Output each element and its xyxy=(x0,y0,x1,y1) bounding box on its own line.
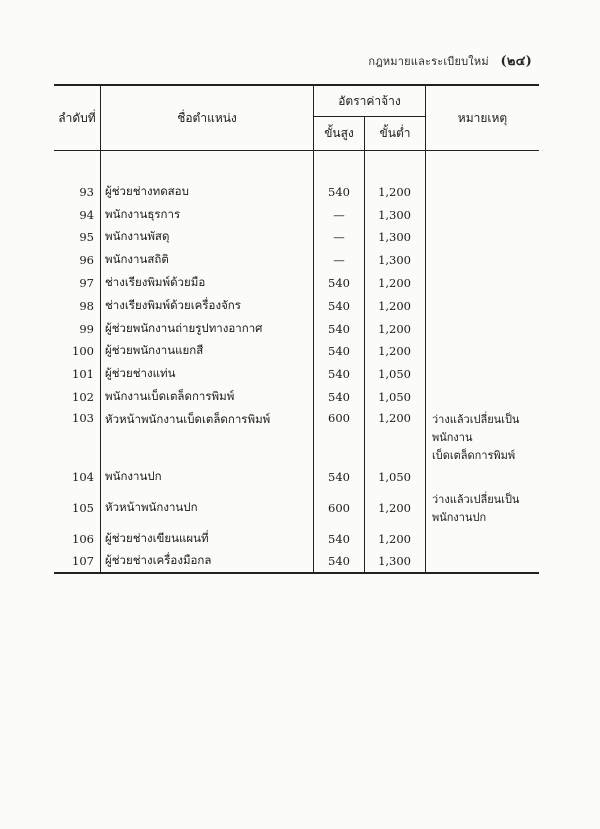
row-rate-low: 1,200 xyxy=(365,181,426,204)
row-rate-low: 1,300 xyxy=(365,226,426,249)
row-rate-high: 540 xyxy=(314,550,365,573)
row-position: ช่างเรียงพิมพ์ด้วยมือ xyxy=(101,272,314,295)
row-rate-high: — xyxy=(314,203,365,226)
row-number: 94 xyxy=(54,203,101,226)
table-row xyxy=(54,226,539,249)
table-spacer-row xyxy=(54,151,539,181)
row-rate-high: 600 xyxy=(314,488,365,527)
row-rate-low: 1,300 xyxy=(365,550,426,573)
row-remark xyxy=(426,272,540,295)
row-position: ผู้ช่วยพนักงานถ่ายรูปทางอากาศ xyxy=(101,317,314,340)
table-row xyxy=(54,181,539,204)
row-rate-low: 1,200 xyxy=(365,294,426,317)
row-rate-high: — xyxy=(314,226,365,249)
row-number: 104 xyxy=(54,465,101,488)
row-rate-low: 1,200 xyxy=(365,527,426,550)
row-rate-high: 540 xyxy=(314,363,365,386)
row-rate-high: 540 xyxy=(314,317,365,340)
header-rate-high: ขั้นสูง xyxy=(314,117,365,151)
row-number: 99 xyxy=(54,317,101,340)
row-rate-high: 540 xyxy=(314,527,365,550)
table-row xyxy=(54,408,539,465)
table-row xyxy=(54,363,539,386)
row-position: ช่างเรียงพิมพ์ด้วยเครื่องจักร xyxy=(101,294,314,317)
table-body xyxy=(54,151,539,573)
table-row xyxy=(54,317,539,340)
row-remark xyxy=(426,226,540,249)
row-number: 100 xyxy=(54,340,101,363)
table-row xyxy=(54,550,539,573)
row-rate-high: 540 xyxy=(314,181,365,204)
row-remark xyxy=(426,386,540,409)
wage-rate-table xyxy=(54,84,539,574)
table-row xyxy=(54,294,539,317)
row-remark xyxy=(426,317,540,340)
row-rate-high: 540 xyxy=(314,272,365,295)
row-position: พนักงานสถิติ xyxy=(101,249,314,272)
row-remark xyxy=(426,550,540,573)
header-rate: อัตราค่าจ้าง xyxy=(314,85,426,117)
row-number: 96 xyxy=(54,249,101,272)
row-rate-low: 1,200 xyxy=(365,488,426,527)
table-row xyxy=(54,527,539,550)
page-number: (๒๔) xyxy=(500,54,532,69)
row-number: 98 xyxy=(54,294,101,317)
row-remark: ว่างแล้วเปลี่ยนเป็นพนักงาน เบ็ดเตล็ดการพิมพ์ xyxy=(432,413,520,463)
row-remark xyxy=(426,465,540,488)
row-rate-low: 1,200 xyxy=(365,340,426,363)
row-remark xyxy=(426,527,540,550)
row-number: 107 xyxy=(54,550,101,573)
row-remark: ว่างแล้วเปลี่ยนเป็นพนักงานปก xyxy=(432,493,520,525)
row-number: 101 xyxy=(54,363,101,386)
header-remark: หมายเหตุ xyxy=(426,85,540,151)
row-position: ผู้ช่วยพนักงานแยกสี xyxy=(101,340,314,363)
table-row xyxy=(54,488,539,527)
table-row xyxy=(54,249,539,272)
table-row xyxy=(54,465,539,488)
row-rate-low: 1,050 xyxy=(365,363,426,386)
row-position: ผู้ช่วยช่างเครื่องมือกล xyxy=(101,550,314,573)
row-remark xyxy=(426,181,540,204)
row-number: 106 xyxy=(54,527,101,550)
header-rate-low: ขั้นต่ำ xyxy=(365,117,426,151)
header-no: ลำดับที่ xyxy=(54,85,101,151)
row-rate-high: 540 xyxy=(314,465,365,488)
table-row xyxy=(54,386,539,409)
row-position: พนักงานเบ็ดเตล็ดการพิมพ์ xyxy=(101,386,314,409)
row-position: พนักงานปก xyxy=(101,465,314,488)
row-position: ผู้ช่วยช่างแท่น xyxy=(101,363,314,386)
row-position: หัวหน้าพนักงานปก xyxy=(101,488,314,527)
row-rate-low: 1,050 xyxy=(365,386,426,409)
row-rate-low: 1,200 xyxy=(365,408,426,465)
row-rate-low: 1,050 xyxy=(365,465,426,488)
row-remark xyxy=(426,249,540,272)
table-row xyxy=(54,203,539,226)
row-rate-high: 540 xyxy=(314,340,365,363)
row-number: 93 xyxy=(54,181,101,204)
table-row xyxy=(54,272,539,295)
row-rate-low: 1,300 xyxy=(365,203,426,226)
row-position: พนักงานธุรการ xyxy=(101,203,314,226)
row-remark xyxy=(426,363,540,386)
running-head-title: กฎหมายและระเบียบใหม่ xyxy=(368,55,489,68)
row-rate-high: — xyxy=(314,249,365,272)
row-remark xyxy=(426,294,540,317)
row-rate-low: 1,200 xyxy=(365,317,426,340)
row-number: 103 xyxy=(54,408,101,465)
row-number: 102 xyxy=(54,386,101,409)
table-row xyxy=(54,340,539,363)
row-position: ผู้ช่วยช่างทดสอบ xyxy=(101,181,314,204)
row-number: 95 xyxy=(54,226,101,249)
row-number: 105 xyxy=(54,488,101,527)
row-rate-low: 1,200 xyxy=(365,272,426,295)
row-position: หัวหน้าพนักงานเบ็ดเตล็ดการพิมพ์ xyxy=(101,408,314,465)
running-head xyxy=(368,50,532,71)
row-rate-high: 600 xyxy=(314,408,365,465)
row-rate-low: 1,300 xyxy=(365,249,426,272)
row-number: 97 xyxy=(54,272,101,295)
row-position: ผู้ช่วยช่างเขียนแผนที่ xyxy=(101,527,314,550)
row-remark xyxy=(426,340,540,363)
row-rate-high: 540 xyxy=(314,294,365,317)
row-rate-high: 540 xyxy=(314,386,365,409)
row-position: พนักงานพัสดุ xyxy=(101,226,314,249)
row-remark xyxy=(426,203,540,226)
header-position: ชื่อตำแหน่ง xyxy=(101,85,314,151)
